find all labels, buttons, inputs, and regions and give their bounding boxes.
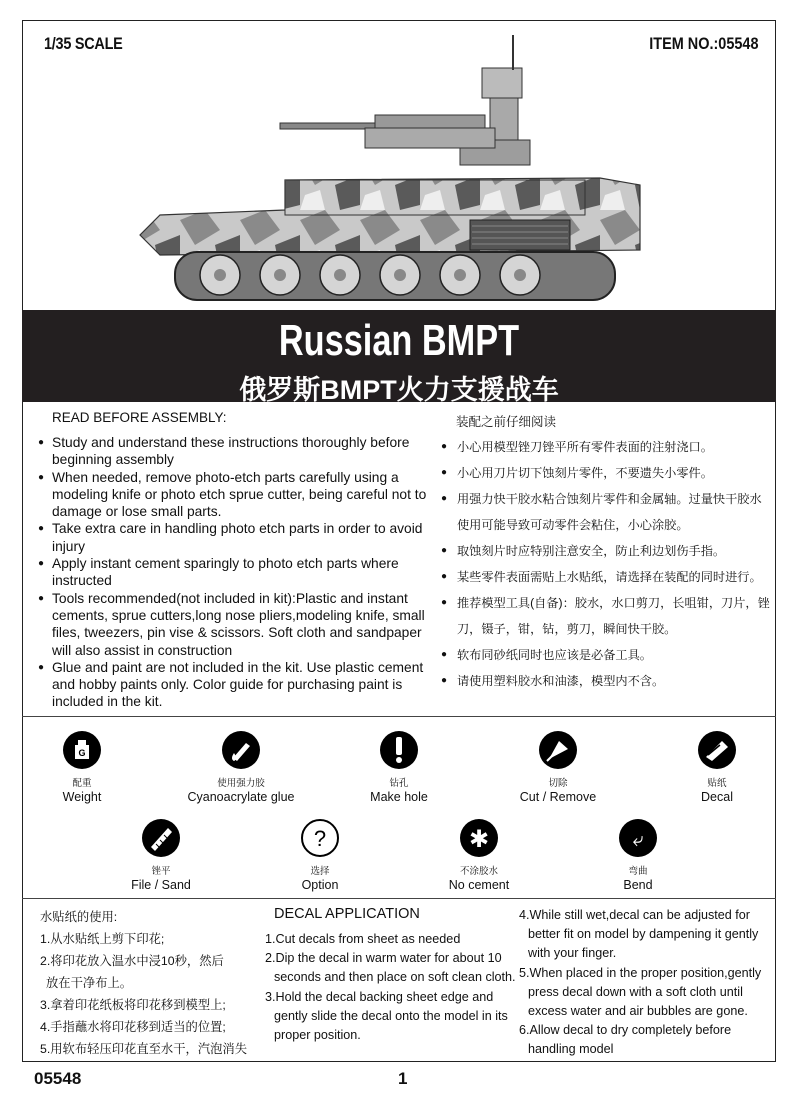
knife-icon: [539, 731, 577, 769]
decal-icon: [698, 731, 736, 769]
svg-text:✱: ✱: [468, 825, 490, 853]
decal-steps-left: 1.Cut decals from sheet as needed 2.Dip the decal in warm water for about 10 seconds and then place on soft clean cloth. 3.Hold the decal backing sheet edge and gently slide the decal onto the model in its proper position.: [265, 932, 516, 1043]
item-number: ITEM NO.:05548: [648, 34, 758, 53]
instructions-list-en: [38, 434, 438, 711]
divider: [22, 716, 776, 717]
legend-file: 锉平 File / Sand: [86, 819, 236, 892]
decal-zh-title: 水贴纸的使用:: [40, 910, 118, 924]
weight-icon: [63, 731, 101, 769]
no-cement-icon: [460, 819, 498, 857]
legend-glue: 使用强力胶 Cyanoacrylate glue: [166, 731, 316, 804]
footer-item-number: 05548: [34, 1069, 82, 1088]
page-number: 1: [398, 1069, 408, 1088]
legend-weight: G 配重 Weight: [7, 731, 157, 804]
decal-application-title: DECAL APPLICATION: [274, 906, 420, 922]
list-item: ● Take extra care in handling photo etch parts in order to avoid injury: [38, 520, 438, 555]
read-before-title: READ BEFORE ASSEMBLY:: [52, 410, 227, 425]
legend-option: ? 选择 Option: [245, 819, 395, 892]
title-english: Russian BMPT: [278, 316, 520, 365]
list-item: ● Glue and paint are not included in the kit. Use plastic cement and hobby paints only. Color guide for purchasing paint is included in the kit.: [38, 659, 438, 711]
tank-illustration: [120, 30, 680, 305]
read-before-title-zh: 装配之前仔细阅读: [456, 415, 557, 429]
svg-text:?: ?: [313, 826, 327, 851]
legend-no-cement: ✱ 不涂胶水 No cement: [404, 819, 554, 892]
svg-text:⤶: ⤶: [632, 827, 644, 851]
list-item: ● When needed, remove photo-etch parts carefully using a modeling knife or photo etch sprue cutter, being careful not to damage or lose small parts.: [38, 469, 438, 521]
list-item: ● 请使用塑料胶水和油漆，模型内不含。: [440, 668, 770, 694]
file-icon: [142, 819, 180, 857]
divider: [22, 898, 776, 899]
list-item: ● 小心用刀片切下蚀刻片零件，不要遗失小零件。: [440, 460, 770, 486]
instructions-list-zh: [440, 434, 770, 694]
list-item: ● 用强力快干胶水粘合蚀刻片零件和金属轴。过量快干胶水使用可能导致可动零件会粘住，小心涂胶。: [440, 486, 770, 538]
list-item: ● 取蚀刻片时应特别注意安全，防止利边划伤手指。: [440, 538, 770, 564]
list-item: ● 小心用模型锉刀锉平所有零件表面的注射浇口。: [440, 434, 770, 460]
bend-icon: [619, 819, 657, 857]
legend-cut: 切除 Cut / Remove: [483, 731, 633, 804]
title-banner: [22, 310, 776, 405]
list-item: ● Tools recommended(not included in kit):Plastic and instant cements, sprue cutters,long nose pliers,modeling knife, small files, tweezers, pin vise & scissors. Soft cloth and sandpaper will also assist in construction: [38, 590, 438, 659]
question-icon: [301, 819, 339, 857]
legend-decal: 贴纸 Decal: [642, 731, 792, 804]
list-item: ● 某些零件表面需贴上水贴纸，请选择在装配的同时进行。: [440, 564, 770, 590]
legend-drill: 钻孔 Make hole: [324, 731, 474, 804]
drill-icon: [380, 731, 418, 769]
list-item: ● Apply instant cement sparingly to photo etch parts where instructed: [38, 555, 438, 590]
decal-instructions-zh: 水贴纸的使用: 1.从水贴纸上剪下印花; 2.将印花放入温水中浸10秒，然后 放在干净布上。 3.拿着印花纸板将印花移到模型上; 4.手指蘸水将印花移到适当的位置; 5.用软布轻压印花直至水干，汽泡消失: [40, 906, 255, 1060]
decal-steps-right: 4.While still wet,decal can be adjusted for better fit on model by dampening it gently with your finger. 5.When placed in the proper position,gently press decal down with a soft cloth until excess water and air bubbles are gone. 6.Allow decal to dry completely before handling model: [519, 908, 762, 1057]
glue-drop-icon: [222, 731, 260, 769]
list-item: ● 软布同砂纸同时也应该是必备工具。: [440, 642, 770, 668]
scale-label: 1/35 SCALE: [44, 34, 123, 53]
title-chinese: 俄罗斯BMPT火力支援战车: [239, 375, 559, 405]
svg-text:G: G: [78, 748, 86, 758]
legend-bend: ⤶ 弯曲 Bend: [563, 819, 713, 892]
list-item: ● Study and understand these instructions thoroughly before beginning assembly: [38, 434, 438, 469]
list-item: ● 推荐模型工具(自备)：胶水，水口剪刀，长咀钳，刀片，锉刀，镊子，钳，钻，剪刀，瞬间快干胶。: [440, 590, 770, 642]
